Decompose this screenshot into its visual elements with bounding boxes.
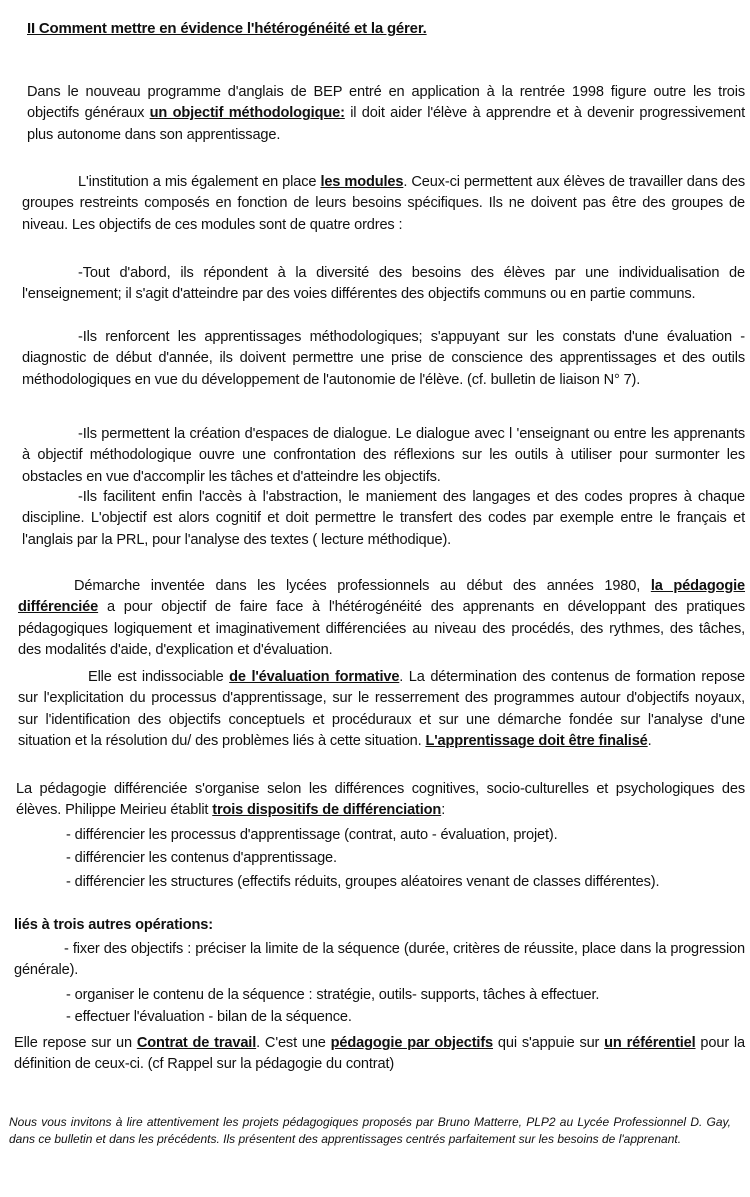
paragraph-pedagogie-differenciee: [18, 576, 745, 662]
pedagogie-par-objectifs-term: pédagogie par objectifs: [330, 1035, 494, 1051]
methodological-objective-term: un objectif méthodologique:: [149, 105, 345, 122]
apprentissage-finalise-term: L'apprentissage doit être finalisé: [425, 733, 648, 750]
dispositif-item-1: - différencier les processus d'apprentissage (contrat, auto - évaluation, projet).: [66, 827, 558, 843]
modules-term: les modules: [320, 174, 404, 190]
paragraph-meirieu-text-c: :: [441, 802, 446, 819]
paragraph-contrat-text-g: pour la définition de ceux-ci. (cf Rappel sur la pédagogie du contrat): [14, 1035, 745, 1073]
pedagogie-differenciee-term: la pédagogie différenciée: [18, 578, 746, 616]
operation-item-1: - fixer des objectifs : préciser la limite de la séquence (durée, critères de réussite, place dans la progression générale).: [14, 941, 745, 979]
module-objective-4: -Ils facilitent enfin l'accès à l'abstraction, le maniement des langages et des codes propres à chaque discipline. L'objectif est alors cognitif et doit permettre le transfert des codes par exemple entre le français et l'anglais par la PRL, pour l'analyse des textes ( lecture méthodique).: [22, 489, 745, 548]
paragraph-contrat-text-e: qui s'appuie sur: [493, 1035, 605, 1051]
paragraph-modules-text-a: L'institution a mis également en place: [78, 174, 321, 190]
paragraph-pd-text-a: Démarche inventée dans les lycées professionnels au début des années 1980,: [74, 578, 651, 594]
dispositif-item-3: - différencier les structures (effectifs réduits, groupes aléatoires venant de classes différentes).: [66, 874, 660, 890]
paragraph-programme-text-a: Dans le nouveau programme d'anglais de BEP entré en application à la rentrée 1998 figure outre les trois objectifs généraux: [27, 84, 745, 122]
paragraph-contrat-text-a: Elle repose sur un: [14, 1035, 137, 1051]
contrat-de-travail-term: Contrat de travail: [136, 1035, 257, 1051]
operations-heading: liés à trois autres opérations:: [14, 917, 213, 933]
paragraph-programme: [27, 82, 745, 146]
paragraph-contrat: [14, 1033, 745, 1076]
paragraph-ef-text-a: Elle est indissociable: [88, 669, 230, 685]
paragraph-programme-text-c: il doit aider l'élève à apprendre et à devenir progressivement plus autonome dans son apprentissage.: [27, 105, 745, 143]
operation-item-3: - effectuer l'évaluation - bilan de la séquence.: [66, 1009, 352, 1025]
evaluation-formative-term: de l'évaluation formative: [229, 669, 400, 685]
paragraph-contrat-text-c: . C'est une: [256, 1035, 331, 1051]
paragraph-ef-text-c: . La détermination des contenus de formation repose sur l'explicitation du processus d'apprentissage, sur le resserrement des programmes autour d'objectifs noyaux, sur l'identification des objectifs conceptuels et procéduraux et sur une démarche fondée sur l'analyse d'une situation et la résolution du/ des problèmes liés à cette situation.: [18, 669, 745, 750]
module-objective-1: -Tout d'abord, ils répondent à la diversité des besoins des élèves par une individualisation de l'enseignement; il s'agit d'atteindre par des voies différentes des objectifs communs ou en partie communs.: [22, 265, 745, 303]
paragraph-evaluation-formative: [18, 667, 745, 753]
paragraph-meirieu-text-a: La pédagogie différenciée s'organise selon les différences cognitives, socio-culturelles et psychologiques des élèves. Philippe Meirieu établit: [16, 781, 745, 819]
module-objective-2: -Ils renforcent les apprentissages méthodologiques; s'appuyant sur les constats d'une évaluation - diagnostic de début d'année, ils doivent permettre une prise de conscience des apprentissages et des outils méthodologiques en vue du développement de l'autonomie de l'élève. (cf. bulletin de liaison N° 7).: [22, 329, 745, 388]
paragraph-modules: [22, 172, 745, 236]
referentiel-term: un référentiel: [604, 1035, 696, 1051]
paragraph-modules-text-c: . Ceux-ci permettent aux élèves de travailler dans des groupes restreints composés en fonction de leurs besoins spécifiques. Ils ne doivent pas être des groupes de niveau. Les objectifs de ces modules sont de quatre ordres :: [22, 174, 745, 233]
paragraph-meirieu: [16, 779, 745, 822]
operation-item-2: - organiser le contenu de la séquence : stratégie, outils- supports, tâches à effectuer.: [66, 987, 600, 1003]
module-objective-3: -Ils permettent la création d'espaces de dialogue. Le dialogue avec l 'enseignant ou entre les apprenants à objectif méthodologique ouvre une confrontation des réflexions sur les outils à utiliser pour surmonter les obstacles en vue d'accomplir les tâches et d'atteindre les objectifs.: [22, 426, 745, 485]
dispositif-item-2: - différencier les contenus d'apprentissage.: [66, 850, 337, 866]
footnote: Nous vous invitons à lire attentivement les projets pédagogiques proposés par Bruno Matterre, PLP2 au Lycée Professionnel D. Gay, dans ce bulletin et dans les précédents. Ils présentent des apprentissages centrés parfaitement sur les besoins de l'apprenant.: [9, 1115, 731, 1146]
paragraph-pd-text-c: a pour objectif de faire face à l'hétérogénéité des apprenants en développant des pratiques pédagogiques logiquement et imaginativement différenciées au niveau des procédés, des rythmes, des tâches, des modalités d'aide, d'explication et d'évaluation.: [18, 599, 745, 659]
paragraph-ef-text-e: .: [647, 733, 652, 750]
dispositifs-term: trois dispositifs de différenciation: [212, 802, 442, 819]
section-title: II Comment mettre en évidence l'hétérogénéité et la gérer.: [27, 20, 427, 37]
